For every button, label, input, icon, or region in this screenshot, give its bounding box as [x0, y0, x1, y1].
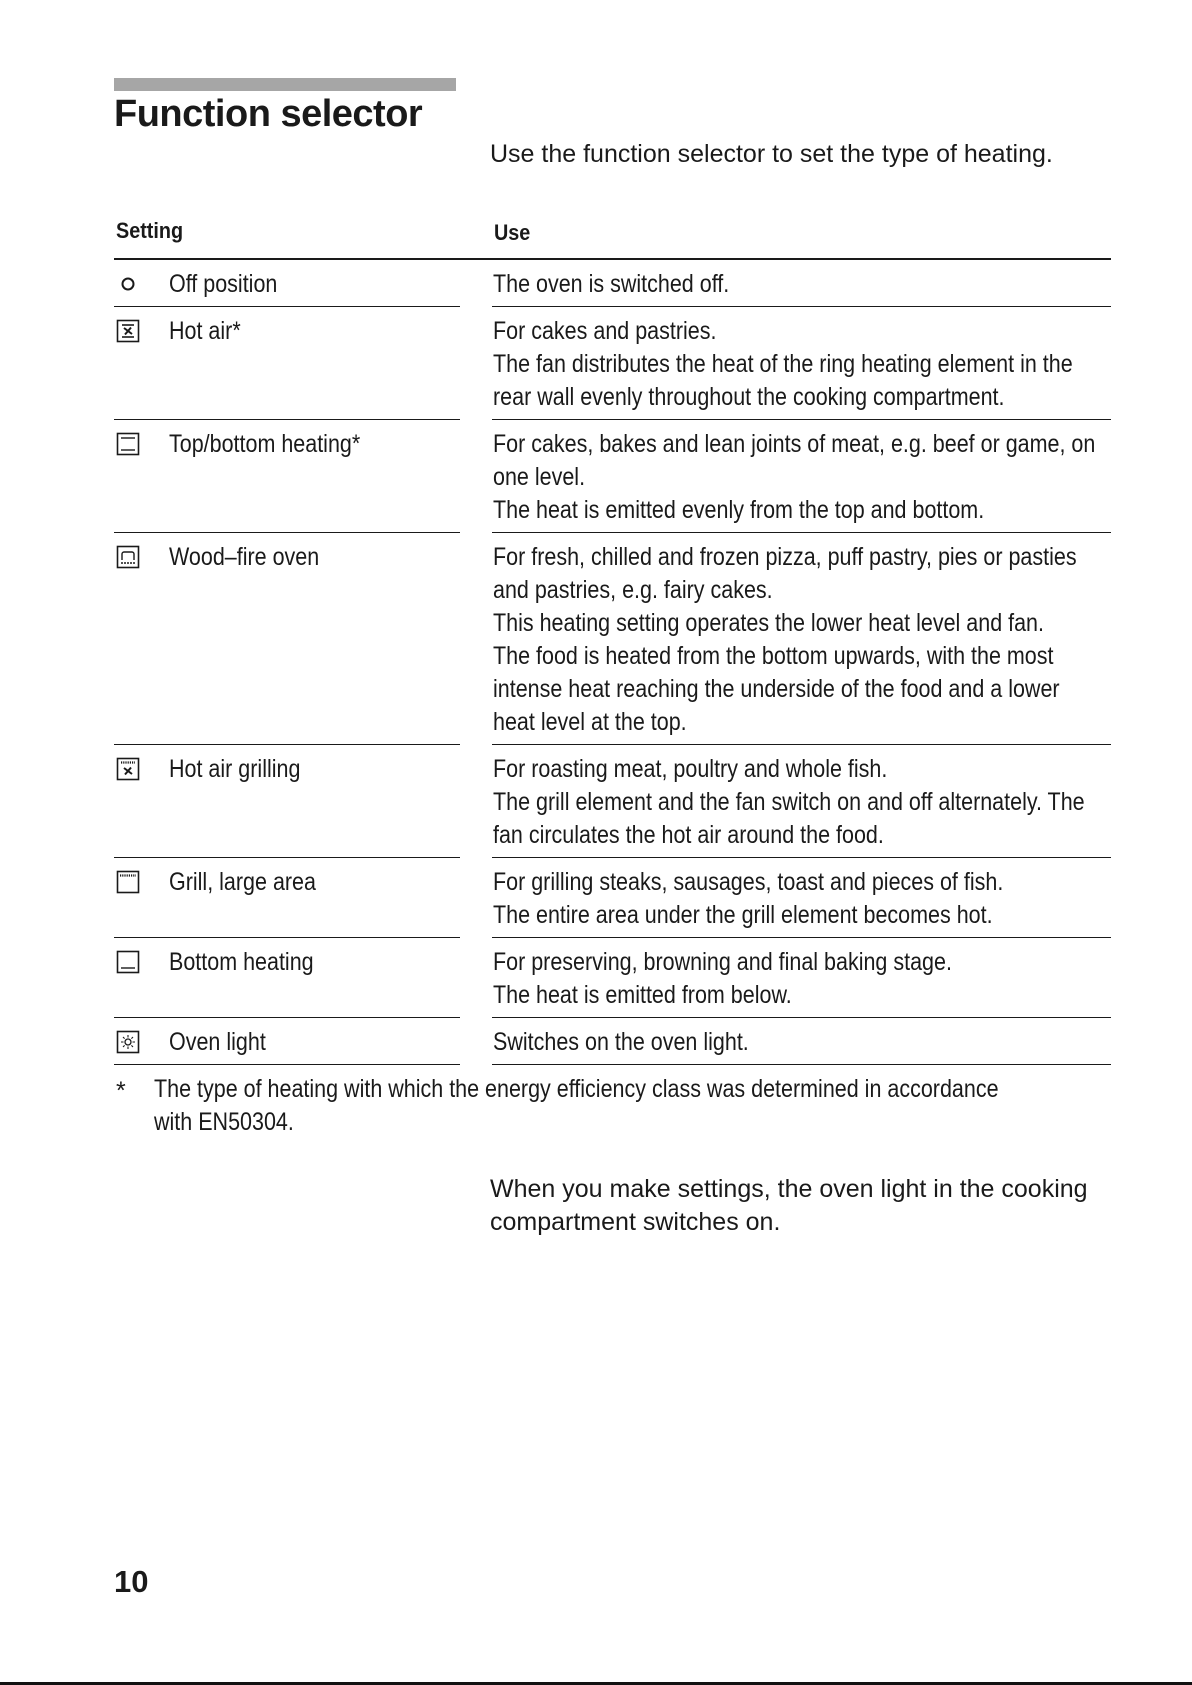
use-line: For cakes, bakes and lean joints of meat, e.g. beef or game, on [493, 430, 1096, 458]
use-line: For cakes and pastries. [493, 317, 717, 345]
use-line: heat level at the top. [493, 708, 687, 736]
table-row [114, 1018, 1111, 1065]
table-row [114, 533, 1111, 745]
footnote [114, 1073, 1114, 1139]
table-body [114, 260, 1111, 1065]
use-line: The oven is switched off. [493, 270, 730, 298]
table-row [114, 745, 1111, 858]
function-table [114, 212, 1111, 1065]
setting-label: Wood–fire oven [169, 543, 320, 571]
off-circle-icon [116, 272, 140, 296]
footnote-text: The type of heating with which the energy efficiency class was determined in accordance with EN50304. [154, 1075, 999, 1136]
table-row [114, 938, 1111, 1018]
use-description [493, 745, 1112, 858]
table-row [114, 260, 1111, 307]
hot-air-fan-icon [116, 319, 140, 343]
table-row [114, 420, 1111, 533]
row-divider [114, 1064, 460, 1066]
use-description [493, 858, 1112, 938]
use-line: For preserving, browning and final baking stage. [493, 948, 952, 976]
setting-label: Top/bottom heating* [169, 430, 361, 458]
use-line: This heating setting operates the lower heat level and fan. [493, 609, 1044, 637]
use-line: The grill element and the fan switch on and off alternately. The [493, 788, 1085, 816]
oven-light-icon [116, 1030, 140, 1054]
setting-label: Oven light [169, 1028, 266, 1056]
use-line: For fresh, chilled and frozen pizza, puff pastry, pies or pasties [493, 543, 1077, 571]
use-description [493, 1018, 1112, 1065]
footnote-marker: * [116, 1077, 126, 1105]
use-line: The entire area under the grill element becomes hot. [493, 901, 993, 929]
table-row [114, 307, 1111, 420]
setting-label: Bottom heating [169, 948, 314, 976]
use-line: one level. [493, 463, 586, 491]
use-line: Switches on the oven light. [493, 1028, 749, 1056]
table-row [114, 858, 1111, 938]
wood-fire-oven-icon [116, 545, 140, 569]
row-divider [492, 1064, 1111, 1066]
page-number: 10 [114, 1564, 149, 1599]
section-bar [114, 78, 456, 91]
top-bottom-heating-icon [116, 432, 140, 456]
setting-label: Hot air grilling [169, 755, 301, 783]
use-description [493, 307, 1112, 420]
use-line: fan circulates the hot air around the food. [493, 821, 884, 849]
hot-air-grilling-icon [116, 757, 140, 781]
setting-label: Grill, large area [169, 868, 316, 896]
use-line: For roasting meat, poultry and whole fish. [493, 755, 888, 783]
use-description [493, 420, 1112, 533]
use-line: The heat is emitted from below. [493, 981, 792, 1009]
use-line: rear wall evenly throughout the cooking compartment. [493, 383, 1005, 411]
intro-text: Use the function selector to set the type of heating. [490, 140, 1053, 168]
use-line: The food is heated from the bottom upwards, with the most [493, 642, 1054, 670]
use-line: For grilling steaks, sausages, toast and pieces of fish. [493, 868, 1004, 896]
use-line: The heat is emitted evenly from the top and bottom. [493, 496, 985, 524]
header-use: Use [494, 220, 531, 245]
use-line: and pastries, e.g. fairy cakes. [493, 576, 773, 604]
grill-large-area-icon [116, 870, 140, 894]
bottom-heating-icon [116, 950, 140, 974]
use-line: The fan distributes the heat of the ring heating element in the [493, 350, 1073, 378]
use-description [493, 533, 1112, 745]
setting-label: Hot air* [169, 317, 241, 345]
setting-label: Off position [169, 270, 278, 298]
use-line: intense heat reaching the underside of the food and a lower [493, 675, 1060, 703]
use-description [493, 260, 1112, 307]
header-setting: Setting [116, 218, 184, 243]
note-text: When you make settings, the oven light in the cooking compartment switches on. [490, 1175, 1088, 1236]
page-title: Function selector [114, 93, 423, 135]
use-description [493, 938, 1112, 1018]
table-header [114, 212, 1111, 260]
